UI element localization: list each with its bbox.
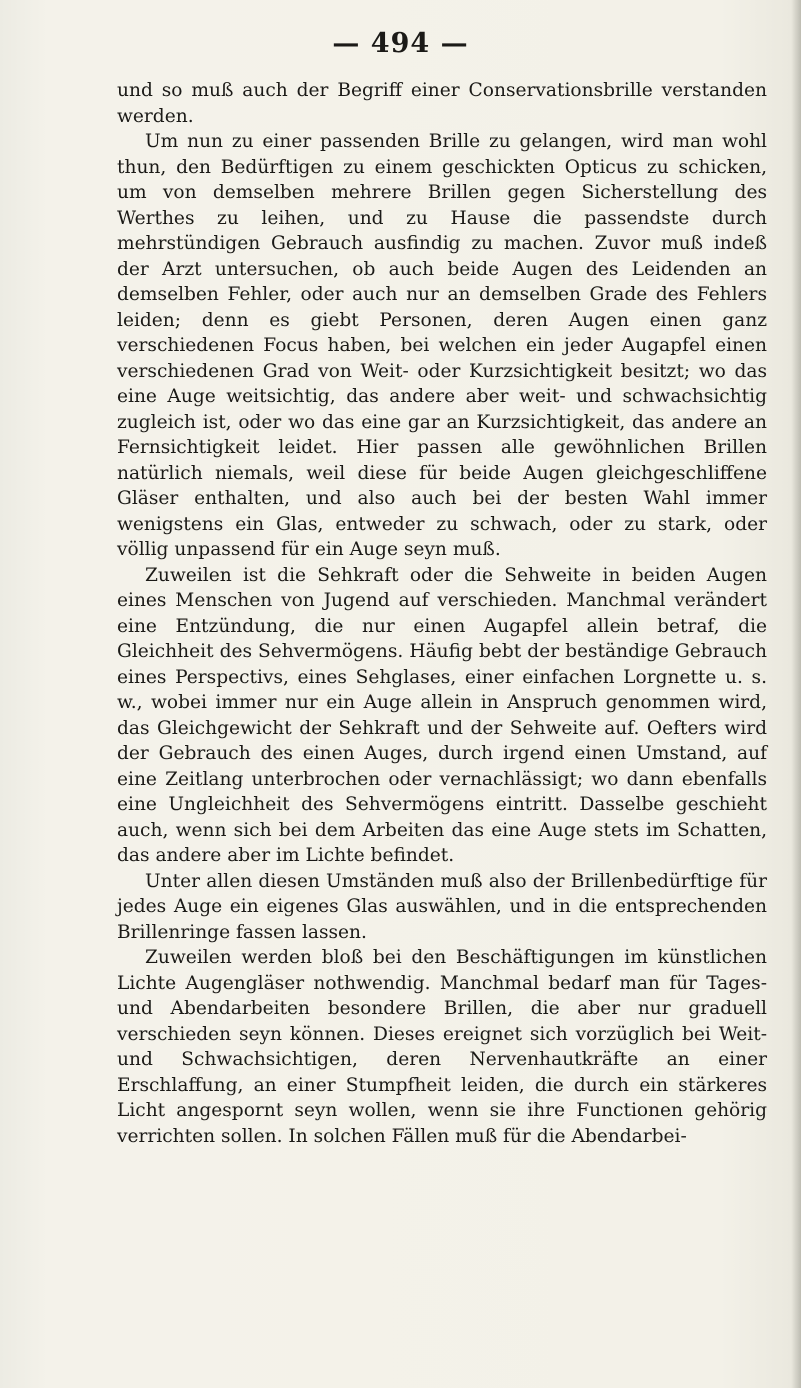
paragraph: Um nun zu einer passenden Brille zu gelangen, wird man wohl thun, den Bedürftigen zu einem geschickten Opticus zu schicken, um von demselben mehrere Brillen gegen Sicherstellung des Werthes zu leihen, und zu Hause die passendste durch mehrstündigen Gebrauch ausfindig zu machen. Zuvor muß indeß der Arzt untersuchen, ob auch beide Augen des Leidenden an demselben Fehler, oder auch nur an demselben Grade des Fehlers leiden; denn es giebt Personen, deren Augen einen ganz verschiedenen Focus haben, bei welchen ein jeder Augapfel einen verschiedenen Grad von Weit- oder Kurzsichtigkeit besitzt; wo das eine Auge weitsichtig, das andere aber weit- und schwachsichtig zugleich ist, oder wo das eine gar an Kurzsichtigkeit, das andere an Fernsichtigkeit leidet. Hier passen alle gewöhnlichen Brillen natürlich niemals, weil diese für beide Augen gleichgeschliffene Gläser enthalten, und also auch bei der besten Wahl immer wenigstens ein Glas, entweder zu schwach, oder zu stark, oder völlig unpassend für ein Auge seyn muß.: [117, 131, 767, 560]
body-text: [117, 78, 767, 1149]
paragraph: Zuweilen ist die Sehkraft oder die Sehweite in beiden Augen eines Menschen von Jugend auf verschieden. Manchmal verändert eine Entzündung, die nur einen Augapfel allein betraf, die Gleichheit des Sehvermögens. Häufig bebt der beständige Gebrauch eines Perspectivs, eines Sehglases, einer einfachen Lorgnette u. s. w., wobei immer nur ein Auge allein in Anspruch genommen wird, das Gleichgewicht der Sehkraft und der Sehweite auf. Oefters wird der Gebrauch des einen Auges, durch irgend einen Umstand, auf eine Zeitlang unterbrochen oder vernachlässigt; wo dann ebenfalls eine Ungleichheit des Sehvermögens eintritt. Dasselbe geschieht auch, wenn sich bei dem Arbeiten das eine Auge stets im Schatten, das andere aber im Lichte befindet.: [117, 564, 767, 866]
paragraph: Unter allen diesen Umständen muß also der Brillenbedürftige für jedes Auge ein eigenes Glas auswählen, und in die entsprechenden Brillenringe fassen lassen.: [117, 870, 767, 943]
page-number: — 494 —: [332, 28, 469, 59]
paragraph: und so muß auch der Begriff einer Conservationsbrille verstanden werden.: [117, 80, 767, 127]
page-edge-shadow: [791, 0, 801, 1388]
paragraph: Zuweilen werden bloß bei den Beschäftigungen im künstlichen Lichte Augengläser nothwendig. Manchmal bedarf man für Tages- und Abendarbeiten besondere Brillen, die aber nur graduell verschieden seyn können. Dieses ereignet sich vorzüglich bei Weit- und Schwachsichtigen, deren Nervenhautkräfte an einer Erschlaffung, an einer Stumpfheit leiden, die durch ein stärkeres Licht angespornt seyn wollen, wenn sie ihre Functionen gehörig verrichten sollen. In solchen Fällen muß für die Abendarbei-: [117, 947, 767, 1147]
